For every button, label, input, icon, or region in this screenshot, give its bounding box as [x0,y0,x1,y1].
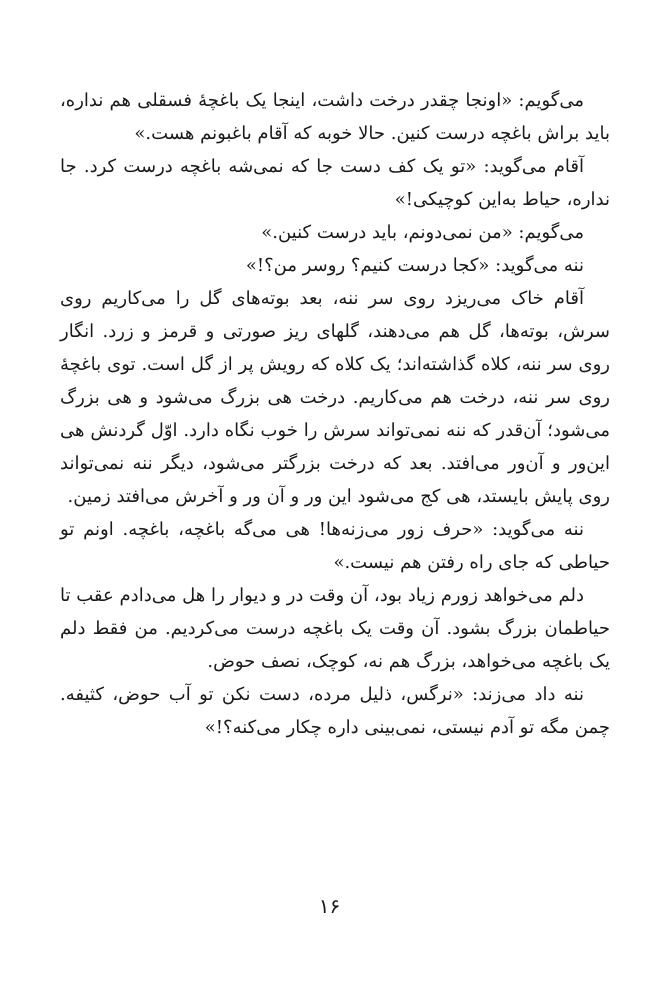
paragraph: ننه داد می‌زند: «نرگس، ذلیل مرده، دست نکن تو آب حوض، کثیفه. چمن مگه تو آدم نیستی، نمی‌بینی داره چکار می‌کنه؟!» [60,684,610,738]
paragraph: می‌گویم: «اونجا چقدر درخت داشت، اینجا یک باغچهٔ فسقلی هم نداره، باید براش باغچه درست کنین. حالا خوبه که آقام باغبونم هست.» [60,90,610,144]
paragraph: ننه می‌گوید: «کجا درست کنیم؟ روسر من؟!» [245,255,584,276]
paragraph: دلم می‌خواهد زورم زیاد بود، آن وقت در و دیوار را هل می‌دادم عقب تا حیاطمان بزرگ بشود. آن وقت یک باغچه درست می‌کردیم. من فقط دلم یک باغچه می‌خواهد، بزرگ هم نه، کوچک، نصف حوض. [60,585,610,672]
paragraph: آقام خاک می‌ریزد روی سر ننه، بعد بوته‌های گل را می‌کاریم روی سرش، بوته‌ها، گل هم می‌دهند، گلهای ریز صورتی و قرمز و زرد. انگار روی سر ننه، کلاه گذاشته‌اند؛ یک کلاه که رویش پر از گل است. توی باغچهٔ روی سر ننه، درخت هم می‌کاریم. درخت هی بزرگ می‌شود و هی بزرگ می‌شود؛ آن‌قدر که ننه نمی‌تواند سرش را خوب نگاه دارد. اوّل گردنش هی این‌ور و آن‌ور می‌افتد. بعد که درخت بزرگتر می‌شود، دیگر ننه نمی‌تواند روی پایش بایستد، هی کج می‌شود این ور و آن ور و آخرش می‌افتد زمین. [60,288,610,507]
body-text [60,84,610,744]
paragraph: می‌گویم: «من نمی‌دونم، باید درست کنین.» [261,222,584,243]
paragraph: ننه می‌گوید: «حرف زور می‌زنه‌ها! هی می‌گه باغچه، باغچه. اونم تو حیاطی که جای راه رفتن هم نیست.» [60,519,610,573]
page-number: ۱۶ [318,894,341,918]
paragraph: آقام می‌گوید: «تو یک کف دست جا که نمی‌شه باغچه درست کرد. جا نداره، حیاط به‌این کوچیکی!» [60,156,610,210]
